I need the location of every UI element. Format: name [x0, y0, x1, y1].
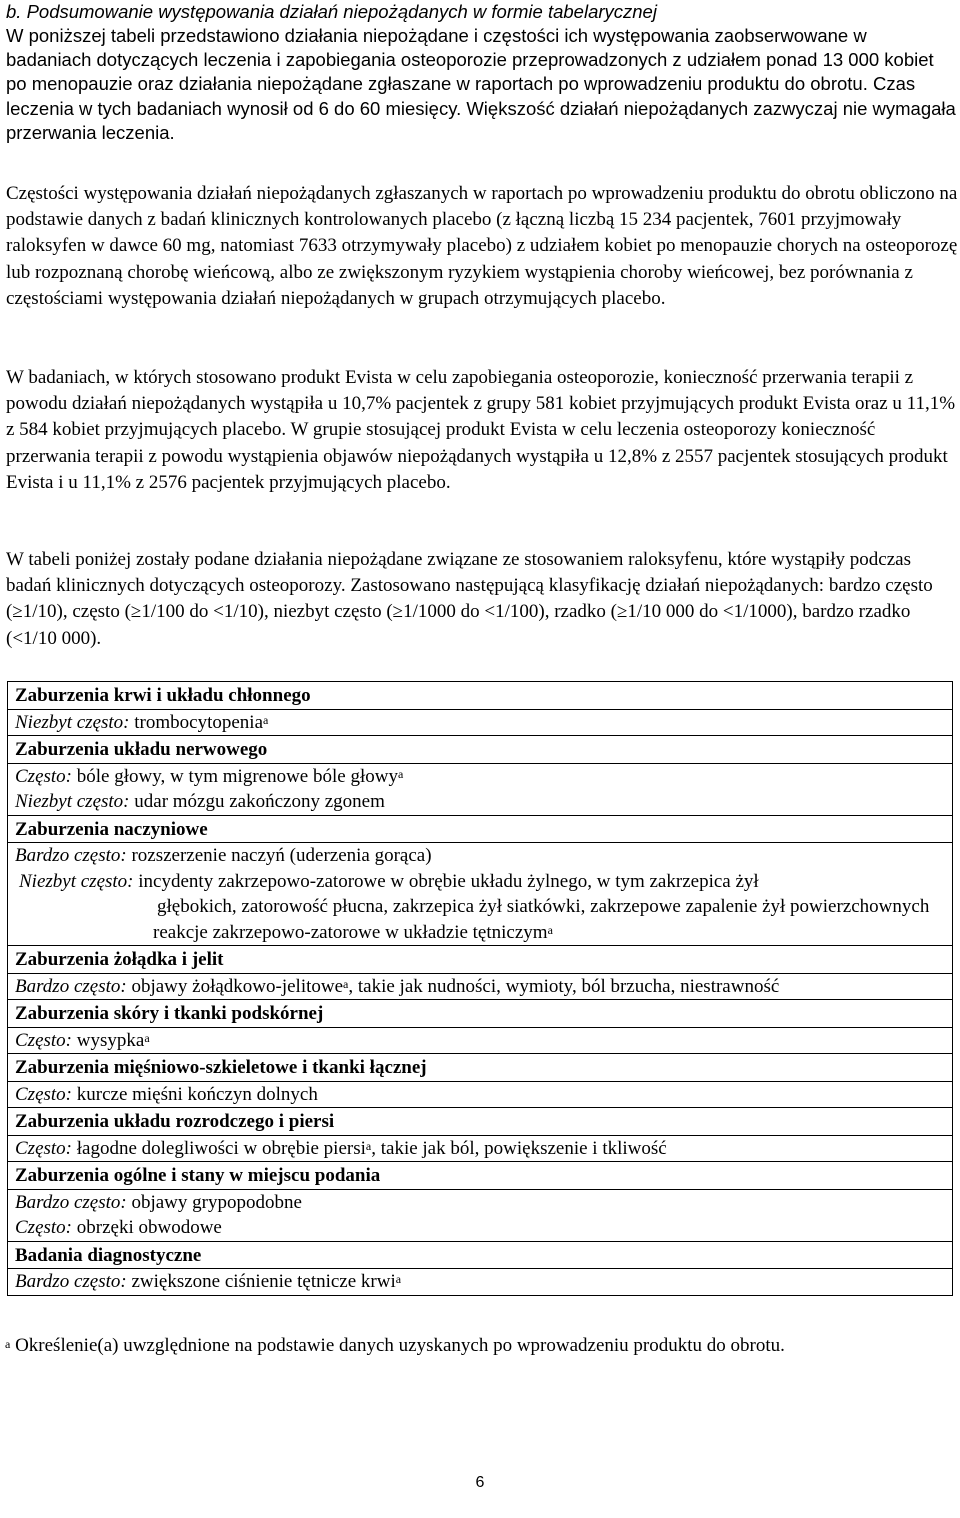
table-row: [8, 946, 953, 974]
discontinuation-paragraph: W badaniach, w których stosowano produkt Evista w celu zapobiegania osteoporozie, konieczność przerwania terapii z powodu działań niepożądanych wystąpiła u 10,7% pacjentek z grupy 581 kobiet przyjmujących produkt Evista oraz u 11,1% z 584 kobiet przyjmujących placebo. W grupie stosującej produkt Evista w celu leczenia osteoporozy konieczność przerwania terapii z powodu wystąpienia objawów niepożądanych wystąpiła u 12,8% z 2557 pacjentek stosujących produkt Evista i u 11,1% z 2576 pacjentek przyjmujących placebo.: [6, 367, 956, 493]
table-row: [8, 1000, 953, 1028]
category-skin: Zaburzenia skóry i tkanki podskórnej: [8, 1000, 953, 1028]
category-nervous: Zaburzenia układu nerwowego: [8, 736, 953, 764]
reaction-text: reakcje zakrzepowo-zatorowe w układzie tętniczym: [153, 921, 548, 943]
reaction-text: udar mózgu zakończony zgonem: [129, 791, 385, 812]
category-gastrointestinal: Zaburzenia żołądka i jelit: [8, 946, 953, 974]
frequency-label: Niezbyt często:: [19, 870, 134, 892]
frequency-label: Bardzo często:: [15, 975, 127, 997]
reaction-line: [15, 869, 952, 895]
table-cell: [8, 973, 953, 1000]
frequency-calculation-paragraph: Częstości występowania działań niepożądanych zgłaszanych w raportach po wprowadzeniu produktu do obrotu obliczono na podstawie danych z badań klinicznych kontrolowanych placebo (z łączną liczbą 15 234 pacjentek, 7601 przyjmowały raloksyfen w dawce 60 mg, natomiast 7633 otrzymywały placebo) z udziałem kobiet po menopauzie chorych na osteoporozę lub rozpoznaną chorobę wieńcową, albo ze zwiększonym ryzykiem wystąpienia choroby wieńcowej, bez porównania z częstościami występowania działań niepożądanych w grupach otrzymujących placebo.: [6, 183, 958, 309]
reaction-text: incydenty zakrzepowo-zatorowe w obrębie układu żylnego, w tym zakrzepica żył: [133, 870, 759, 892]
table-cell: [8, 763, 953, 815]
frequency-label: Często:: [15, 1083, 72, 1105]
classification-paragraph: W tabeli poniżej zostały podane działania niepożądane związane ze stosowaniem raloksyfenu, które wystąpiły podczas badań klinicznych dotyczących osteoporozy. Zastosowano następującą klasyfikację działań niepożądanych: bardzo często (≥1/10), często (≥1/100 do <1/10), niezbyt często (≥1/1000 do <1/100), rzadko (≥1/10 000 do <1/1000), bardzo rzadko (<1/10 000).: [6, 549, 933, 649]
table-row: [8, 815, 953, 843]
category-musculoskeletal: Zaburzenia mięśniowo-szkieletowe i tkanki łącznej: [8, 1054, 953, 1082]
table-footnote: [5, 1334, 955, 1358]
table-row: [8, 709, 953, 736]
reaction-line: [15, 920, 952, 946]
footnote-superscript: a: [263, 712, 269, 727]
section-heading: b. Podsumowanie występowania działań niepożądanych w formie tabelarycznej: [6, 1, 657, 22]
reaction-text: objawy grypopodobne: [126, 1191, 302, 1213]
category-vascular: Zaburzenia naczyniowe: [8, 815, 953, 843]
frequency-label: Często:: [15, 1137, 72, 1159]
table-row: [8, 736, 953, 764]
table-row: [8, 1162, 953, 1190]
table-row: [8, 1269, 953, 1296]
reaction-line: [15, 974, 952, 1000]
table-row: [8, 682, 953, 710]
table-row: [8, 1081, 953, 1108]
reaction-line: [15, 843, 952, 869]
category-blood: Zaburzenia krwi i układu chłonnego: [8, 682, 953, 710]
reaction-line: [15, 1136, 952, 1162]
reaction-text: objawy żołądkowo-jelitowe: [126, 975, 344, 997]
footnote-superscript: a: [397, 766, 404, 781]
footnote-superscript: a: [395, 1272, 402, 1286]
reaction-line: [15, 710, 952, 736]
table-cell: [8, 1135, 953, 1162]
reaction-line: [15, 789, 952, 815]
reaction-line: [15, 1028, 952, 1054]
table-row: [8, 1027, 953, 1054]
table-cell: [8, 843, 953, 946]
reaction-text: wysypka: [72, 1029, 145, 1051]
frequency-label: Niezbyt często:: [15, 791, 130, 812]
reaction-line: [15, 1269, 952, 1295]
reaction-text: rozszerzenie naczyń (uderzenia gorąca): [126, 845, 432, 866]
footnote-superscript: a: [144, 1030, 150, 1045]
reaction-text: bóle głowy, w tym migrenowe bóle głowy: [72, 765, 398, 787]
reaction-text: , takie jak ból, powiększenie i tkliwość: [371, 1137, 667, 1159]
footnote-superscript: a: [343, 976, 349, 991]
reaction-text: obrzęki obwodowe: [72, 1217, 222, 1238]
table-row: [8, 763, 953, 815]
table-row: [8, 843, 953, 946]
table-row: [8, 1189, 953, 1241]
page-number: 6: [475, 1474, 485, 1491]
table-row: [8, 1241, 953, 1269]
category-investigations: Badania diagnostyczne: [8, 1241, 953, 1269]
table-row: [8, 1054, 953, 1082]
reaction-text: łagodne dolegliwości w obrębie piersi: [72, 1137, 366, 1159]
table-cell: [8, 709, 953, 736]
frequency-label: Bardzo często:: [15, 1271, 127, 1292]
adverse-reactions-table: [7, 681, 953, 1296]
table-cell: [8, 1269, 953, 1296]
reaction-line: [15, 1215, 952, 1241]
table-cell: [8, 1189, 953, 1241]
frequency-label: Często:: [15, 765, 72, 787]
reaction-line: [15, 1082, 952, 1108]
footnote-superscript: a: [547, 922, 553, 937]
reaction-text: zwiększone ciśnienie tętnicze krwi: [126, 1271, 396, 1292]
intro-paragraph: W poniższej tabeli przedstawiono działania niepożądane i częstości ich występowania zaobserwowane w badaniach dotyczących leczenia i zapobiegania osteoporozie przeprowadzonych z udziałem ponad 13 000 kobiet po menopauzie oraz działania niepożądane zgłaszane w raportach po wprowadzeniu produktu do obrotu. Czas leczenia w tych badaniach wynosił od 6 do 60 miesięcy. Większość działań niepożądanych zazwyczaj nie wymagała przerwania leczenia.: [6, 25, 956, 143]
footnote-text: Określenie(a) uwzględnione na podstawie danych uzyskanych po wprowadzeniu produktu do obrotu.: [10, 1335, 785, 1356]
reaction-continuation: głębokich, zatorowość płucna, zakrzepica żył siatkówki, zakrzepowe zapalenie żył powierzchownych: [157, 896, 930, 917]
frequency-label: Często:: [15, 1217, 72, 1238]
reaction-text: , takie jak nudności, wymioty, ból brzucha, niestrawność: [348, 975, 780, 997]
category-general: Zaburzenia ogólne i stany w miejscu podania: [8, 1162, 953, 1190]
reaction-line: [15, 1190, 952, 1216]
frequency-label: Bardzo często:: [15, 1191, 127, 1213]
table-cell: [8, 1081, 953, 1108]
footnote-superscript: a: [365, 1138, 372, 1153]
reaction-text: kurcze mięśni kończyn dolnych: [72, 1083, 318, 1105]
table-cell: [8, 1027, 953, 1054]
table-row: [8, 1135, 953, 1162]
frequency-label: Bardzo często:: [15, 845, 127, 866]
frequency-label: Niezbyt często:: [15, 711, 130, 733]
category-reproductive: Zaburzenia układu rozrodczego i piersi: [8, 1108, 953, 1136]
reaction-text: trombocytopenia: [129, 711, 264, 733]
table-row: [8, 973, 953, 1000]
frequency-label: Często:: [15, 1029, 72, 1051]
table-row: [8, 1108, 953, 1136]
footnote-marker: a: [5, 1337, 11, 1351]
reaction-line: [15, 764, 952, 790]
